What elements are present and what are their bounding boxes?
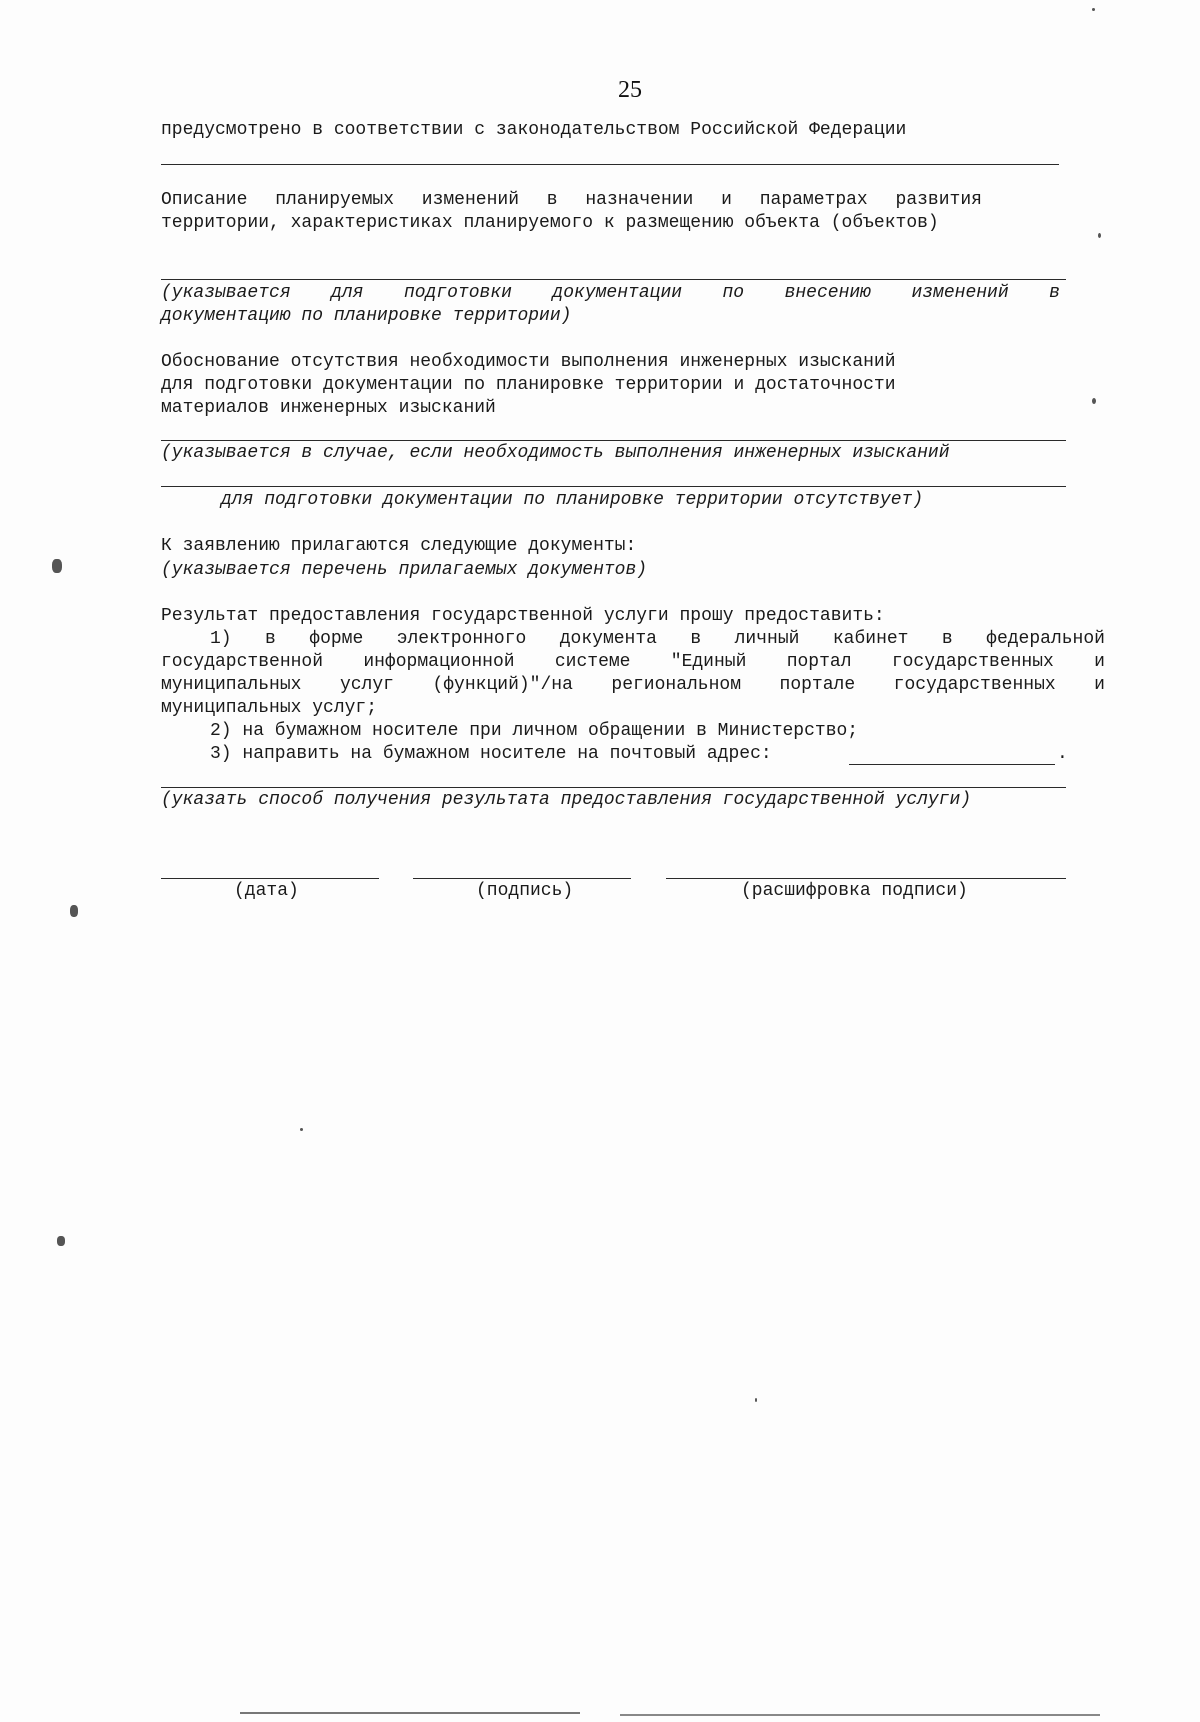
signature-decode-label: (расшифровка подписи) (741, 881, 968, 901)
justification-note-line-1: (указывается в случае, если необходимость выполнения инженерных изысканий (161, 443, 950, 463)
word: личный (734, 629, 800, 649)
description-note-line-2: документацию по планировке территории) (161, 306, 572, 326)
word: "Единый (670, 652, 747, 672)
scan-speck (300, 1128, 303, 1131)
postal-address-period: . (1057, 744, 1068, 764)
word: государственной (161, 652, 324, 672)
word: развития (895, 190, 982, 210)
scan-speck (240, 1712, 580, 1714)
description-rule (161, 279, 1066, 280)
result-intro: Результат предоставления государственной услуги прошу предоставить: (161, 606, 885, 626)
description-line-1 (161, 190, 982, 210)
word: и (1094, 652, 1105, 672)
word: и (721, 190, 732, 210)
date-blank[interactable] (161, 878, 379, 879)
word: системе (554, 652, 631, 672)
attachments-line: К заявлению прилагаются следующие документы: (161, 536, 637, 556)
page-number: 25 (618, 77, 642, 103)
word: кабинет (832, 629, 909, 649)
description-note-line-1 (161, 283, 1060, 303)
result-option-2: 2) на бумажном носителе при личном обращении в Министерство; (210, 721, 859, 741)
word: государственных (891, 652, 1054, 672)
word: в (265, 629, 276, 649)
scan-speck (1098, 233, 1101, 238)
word: назначении (585, 190, 694, 210)
result-option-1-line-2 (161, 652, 1105, 672)
word: портале (779, 675, 856, 695)
word: параметрах (759, 190, 868, 210)
scan-speck (755, 1398, 757, 1402)
scan-speck (52, 559, 62, 573)
word: услуг (339, 675, 394, 695)
scan-speck (70, 905, 78, 917)
word: информационной (363, 652, 515, 672)
word: изменений (421, 190, 519, 210)
result-option-3: 3) направить на бумажном носителе на почтовый адрес: (210, 744, 772, 764)
word: форме (309, 629, 364, 649)
date-label: (дата) (234, 881, 299, 901)
result-option-1-line-1 (210, 629, 1105, 649)
scan-speck (1092, 8, 1095, 11)
word: в (546, 190, 558, 210)
result-option-1-line-3 (161, 675, 1105, 695)
word: (функций)"/на (432, 675, 573, 695)
postal-address-blank[interactable] (849, 764, 1055, 765)
word: федеральной (986, 629, 1105, 649)
word: в (941, 629, 953, 649)
description-line-2: территории, характеристиках планируемого к размещению объекта (объектов) (161, 213, 939, 233)
word: в (690, 629, 702, 649)
scan-speck (1092, 398, 1096, 404)
top-line-text: предусмотрено в соответствии с законодательством Российской Федерации (161, 120, 907, 140)
word: для (331, 283, 364, 303)
word: государственных (893, 675, 1056, 695)
word: электронного (396, 629, 527, 649)
signature-blank[interactable] (413, 878, 631, 879)
word: 1) (210, 629, 232, 649)
scan-speck (57, 1236, 65, 1246)
result-rule (161, 787, 1066, 788)
word: портал (786, 652, 852, 672)
word: документации (552, 283, 683, 303)
word: муниципальных (161, 675, 302, 695)
result-note: (указать способ получения результата предоставления государственной услуги) (161, 790, 972, 810)
signature-decode-blank[interactable] (666, 878, 1066, 879)
word: Описание (161, 190, 248, 210)
justification-line-2: для подготовки документации по планировке территории и достаточности (161, 375, 896, 395)
justification-note-line-2: для подготовки документации по планировке территории отсутствует) (221, 490, 924, 510)
word: документа (559, 629, 657, 649)
word: подготовки (403, 283, 512, 303)
result-option-1-line-4: муниципальных услуг; (161, 698, 378, 718)
word: изменений (911, 283, 1009, 303)
word: по (722, 283, 745, 303)
word: в (1049, 283, 1060, 303)
signature-label: (подпись) (476, 881, 574, 901)
word: планируемых (275, 190, 395, 210)
justification-rule-1 (161, 440, 1066, 441)
word: и (1094, 675, 1105, 695)
attachments-note: (указывается перечень прилагаемых документов) (161, 560, 648, 580)
word: (указывается (161, 283, 291, 303)
word: внесению (784, 283, 871, 303)
word: региональном (611, 675, 742, 695)
justification-line-1: Обоснование отсутствия необходимости выполнения инженерных изысканий (161, 352, 896, 372)
scan-speck (620, 1714, 1100, 1716)
top-line-rule (161, 164, 1059, 165)
justification-line-3: материалов инженерных изысканий (161, 398, 496, 418)
justification-rule-2 (161, 486, 1066, 487)
